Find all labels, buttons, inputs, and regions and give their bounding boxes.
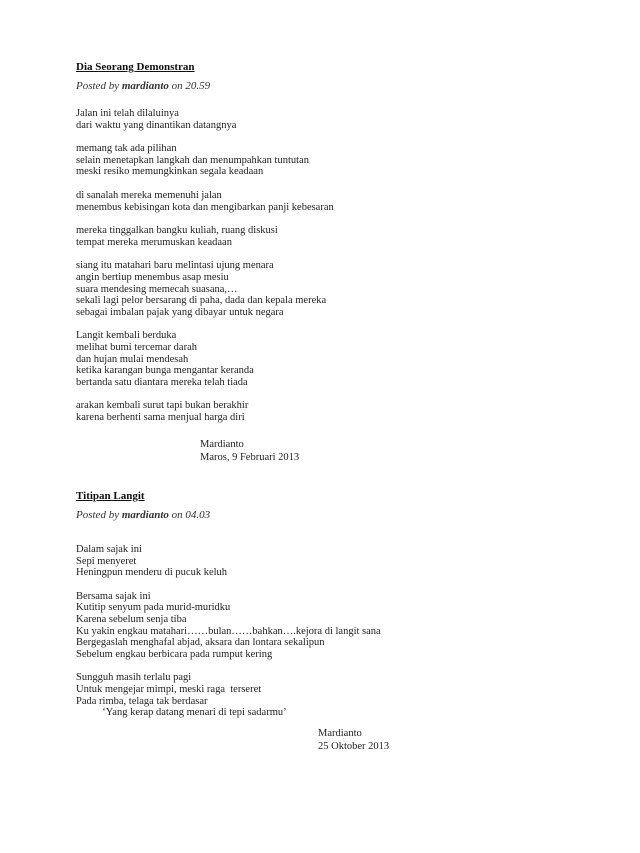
poem-line: Bersama sajak ini: [76, 590, 151, 602]
stanza: [76, 400, 596, 423]
poem-line: meski resiko memungkinkan segala keadaan: [76, 166, 264, 178]
stanza: [76, 544, 596, 579]
poem-line: sebagai imbalan pajak yang dibayar untuk negara: [76, 306, 284, 318]
poem-line: mereka tinggalkan bangku kuliah, ruang diskusi: [76, 225, 278, 237]
post-byline: [76, 508, 596, 522]
signature-name: Mardianto: [318, 728, 362, 739]
post-title: Titipan Langit: [76, 490, 145, 502]
poem-line: Kutitip senyum pada murid-muridku: [76, 602, 231, 614]
poem-line: di sanalah mereka memenuhi jalan: [76, 189, 222, 201]
stanza: [76, 143, 596, 178]
poem-line: dan hujan mulai mendesah: [76, 353, 189, 365]
poem-line: bertanda satu diantara mereka telah tiada: [76, 376, 248, 388]
post-1: [76, 60, 596, 423]
poem-line: Sungguh masih terlalu pagi: [76, 672, 192, 684]
stanza: [76, 225, 596, 248]
post-title: Dia Seorang Demonstran: [76, 61, 195, 73]
poem-line: Karena sebelum senja tiba: [76, 613, 187, 625]
post-2: [76, 489, 596, 719]
poem-line: dari waktu yang dinantikan datangnya: [76, 119, 237, 131]
poem-line: melihat bumi tercemar darah: [76, 341, 197, 353]
stanza: [76, 330, 596, 388]
signature-place-date: 25 Oktober 2013: [318, 741, 390, 752]
on-label: on: [171, 509, 183, 521]
poem-line: arakan kembali surut tapi bukan berakhir: [76, 400, 249, 412]
poem-body: [76, 108, 596, 423]
stanza: [76, 672, 596, 718]
poem-line: Bergegaslah menghafal abjad, aksara dan lontara sekalipun: [76, 637, 325, 649]
post-byline: [76, 79, 596, 93]
post-time: 20.59: [185, 80, 211, 92]
poem-line: Ku yakin engkau matahari……bulan……bahkan….kejora di langit sana: [76, 625, 381, 637]
stanza: [76, 260, 596, 318]
signature-place-date: Maros, 9 Februari 2013: [200, 452, 300, 463]
signature-2: [318, 727, 389, 753]
poem-line: Langit kembali berduka: [76, 330, 177, 342]
poem-line: Sepi menyeret: [76, 555, 137, 567]
post-author: mardianto: [121, 80, 169, 92]
signature-1: [200, 438, 299, 464]
posted-by-label: Posted by: [76, 80, 120, 92]
poem-line: menembus kebisingan kota dan mengibarkan panji kebesaran: [76, 201, 334, 213]
poem-line: sekali lagi pelor bersarang di paha, dada dan kepala mereka: [76, 295, 327, 307]
stanza: [76, 591, 596, 661]
post-author: mardianto: [121, 509, 169, 521]
stanza: [76, 108, 596, 131]
poem-line: suara mendesing memecah suasana,…: [76, 283, 238, 295]
poem-line: siang itu matahari baru melintasi ujung menara: [76, 260, 274, 272]
poem-line: Sebelum engkau berbicara pada rumput kering: [76, 648, 273, 660]
poem-line: angin bertiup menembus asap mesiu: [76, 271, 229, 283]
poem-line: Pada rimba, telaga tak berdasar: [76, 695, 208, 707]
poem-line: Heningpun menderu di pucuk keluh: [76, 567, 228, 579]
poem-line: karena berhenti sama menjual harga diri: [76, 411, 245, 423]
poem-line: Dalam sajak ini: [76, 544, 142, 555]
poem-body: [76, 544, 596, 719]
post-time: 04.03: [185, 509, 211, 521]
poem-line: selain menetapkan langkah dan menumpahkan tuntutan: [76, 154, 309, 166]
posted-by-label: Posted by: [76, 509, 120, 521]
on-label: on: [171, 80, 183, 92]
poem-line: tempat mereka merumuskan keadaan: [76, 236, 232, 248]
poem-line: Untuk mengejar mimpi, meski raga terseret: [76, 683, 262, 695]
stanza: [76, 190, 596, 213]
poem-line: memang tak ada pilihan: [76, 143, 177, 155]
poem-line: ketika karangan bunga mengantar keranda: [76, 365, 254, 377]
poem-line: Jalan ini telah dilaluinya: [76, 108, 179, 119]
signature-name: Mardianto: [200, 439, 244, 450]
poem-line: ‘Yang kerap datang menari di tepi sadarmu’: [76, 707, 287, 719]
